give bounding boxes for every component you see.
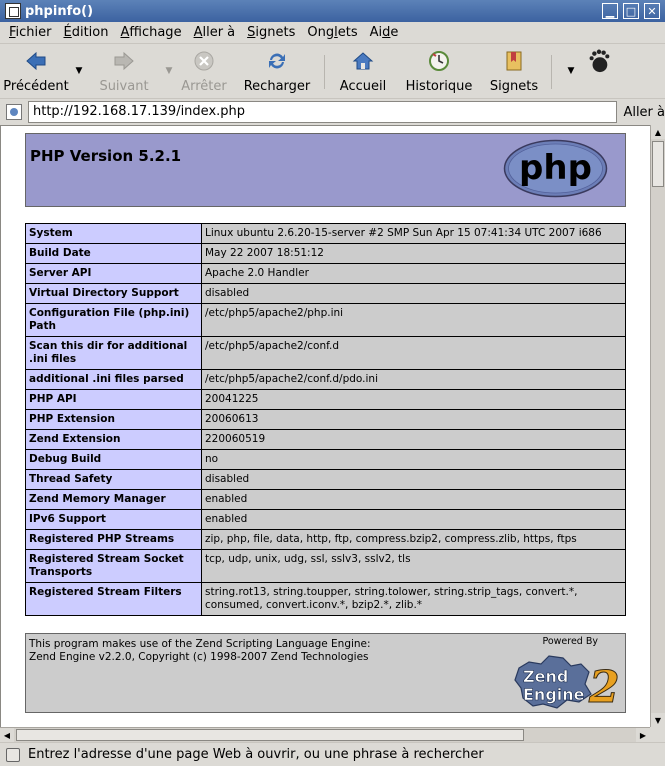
- zend-engine-logo[interactable]: [509, 648, 621, 710]
- zend-logo-number: 2: [589, 662, 620, 710]
- row-value: enabled: [202, 510, 626, 530]
- table-row: [26, 284, 626, 304]
- row-value: /etc/php5/apache2/php.ini: [202, 304, 626, 337]
- table-row: [26, 337, 626, 370]
- history-clock-icon: [427, 49, 451, 73]
- scroll-up-arrow-icon[interactable]: ▲: [651, 125, 665, 139]
- row-key: Zend Extension: [26, 430, 202, 450]
- table-row: [26, 530, 626, 550]
- row-key: Registered Stream Filters: [26, 583, 202, 616]
- menu-item-6[interactable]: Aide: [369, 25, 399, 40]
- row-key: System: [26, 224, 202, 244]
- powered-by-label: Powered By: [542, 636, 598, 647]
- php-info-table: [25, 223, 626, 616]
- row-key: Thread Safety: [26, 470, 202, 490]
- close-button[interactable]: ✕: [644, 3, 660, 19]
- table-row: [26, 244, 626, 264]
- scrollbar-corner: [650, 727, 665, 742]
- row-key: Registered Stream Socket Transports: [26, 550, 202, 583]
- php-version-header: [25, 133, 626, 207]
- row-key: PHP API: [26, 390, 202, 410]
- row-value: /etc/php5/apache2/conf.d/pdo.ini: [202, 370, 626, 390]
- gnome-foot-icon: [587, 49, 611, 73]
- gnome-foot-logo[interactable]: [582, 45, 616, 97]
- row-key: Registered PHP Streams: [26, 530, 202, 550]
- back-history-dropdown[interactable]: ▼: [75, 66, 83, 76]
- menu-item-0[interactable]: Fichier: [9, 25, 52, 40]
- menu-item-5[interactable]: Onglets: [307, 25, 358, 40]
- row-key: PHP Extension: [26, 410, 202, 430]
- bookmark-icon: [502, 49, 526, 73]
- row-value: tcp, udp, unix, udg, ssl, sslv3, sslv2, tls: [202, 550, 626, 583]
- horizontal-scroll-thumb[interactable]: [16, 729, 524, 741]
- page-favicon-icon[interactable]: [6, 104, 22, 120]
- menu-item-1[interactable]: Édition: [63, 25, 109, 40]
- row-value: Apache 2.0 Handler: [202, 264, 626, 284]
- home-icon: [351, 49, 375, 73]
- forward-button[interactable]: Suivant: [86, 45, 162, 97]
- page-title: PHP Version 5.2.1: [30, 147, 182, 165]
- reload-button[interactable]: Recharger: [238, 45, 316, 97]
- table-row: [26, 370, 626, 390]
- status-text: Entrez l'adresse d'une page Web à ouvrir, ou une phrase à rechercher: [28, 747, 484, 762]
- row-value: 20041225: [202, 390, 626, 410]
- home-button[interactable]: Accueil: [333, 45, 393, 97]
- bookmarks-button[interactable]: Signets: [481, 45, 547, 97]
- history-button[interactable]: Historique: [397, 45, 481, 97]
- location-bar: [0, 100, 665, 124]
- php-logo[interactable]: [503, 139, 608, 198]
- menu-item-3[interactable]: Aller à: [193, 25, 236, 40]
- security-lock-icon[interactable]: [6, 748, 20, 762]
- table-row: [26, 304, 626, 337]
- zend-usage-line: This program makes use of the Zend Scripting Language Engine:: [29, 638, 371, 650]
- zend-engine-box: [25, 633, 626, 713]
- zend-copyright-line: Zend Engine v2.2.0, Copyright (c) 1998-2007 Zend Technologies: [29, 651, 369, 663]
- menu-item-4[interactable]: Signets: [247, 25, 296, 40]
- row-key: Configuration File (php.ini) Path: [26, 304, 202, 337]
- table-row: [26, 224, 626, 244]
- horizontal-scrollbar[interactable]: [0, 727, 650, 742]
- toolbar-separator: [324, 55, 325, 89]
- toolbar-overflow-dropdown[interactable]: ▼: [567, 66, 575, 76]
- menu-item-2[interactable]: Affichage: [120, 25, 182, 40]
- table-row: [26, 510, 626, 530]
- table-row: [26, 550, 626, 583]
- table-row: [26, 470, 626, 490]
- maximize-button[interactable]: □: [623, 3, 639, 19]
- row-key: Debug Build: [26, 450, 202, 470]
- table-row: [26, 450, 626, 470]
- row-key: Server API: [26, 264, 202, 284]
- table-row: [26, 583, 626, 616]
- back-arrow-icon: [24, 49, 48, 73]
- status-bar: [0, 742, 665, 766]
- forward-arrow-icon: [112, 49, 136, 73]
- row-key: Zend Memory Manager: [26, 490, 202, 510]
- row-value: 20060613: [202, 410, 626, 430]
- table-row: [26, 390, 626, 410]
- forward-history-dropdown[interactable]: ▼: [165, 66, 173, 76]
- row-value: enabled: [202, 490, 626, 510]
- row-value: /etc/php5/apache2/conf.d: [202, 337, 626, 370]
- vertical-scrollbar[interactable]: [650, 125, 665, 727]
- back-button[interactable]: Précédent: [0, 45, 72, 97]
- table-row: [26, 430, 626, 450]
- stop-icon: [192, 49, 216, 73]
- row-key: additional .ini files parsed: [26, 370, 202, 390]
- menu-bar: [0, 22, 665, 44]
- php-logo-text: php: [519, 148, 592, 188]
- row-value: disabled: [202, 470, 626, 490]
- row-value: 220060519: [202, 430, 626, 450]
- app-icon[interactable]: [5, 3, 21, 19]
- scroll-right-arrow-icon[interactable]: ▶: [636, 728, 650, 742]
- window-titlebar[interactable]: [0, 0, 665, 22]
- row-value: string.rot13, string.toupper, string.tolower, string.strip_tags, convert.*, consumed, convert.iconv.*, bzip2.*, zlib.*: [202, 583, 626, 616]
- stop-button[interactable]: Arrêter: [176, 45, 232, 97]
- page-content[interactable]: [0, 125, 650, 727]
- reload-icon: [265, 49, 289, 73]
- row-key: Scan this dir for additional .ini files: [26, 337, 202, 370]
- row-value: disabled: [202, 284, 626, 304]
- vertical-scroll-thumb[interactable]: [652, 141, 664, 187]
- navigation-toolbar: [0, 45, 665, 99]
- row-key: Virtual Directory Support: [26, 284, 202, 304]
- row-value: no: [202, 450, 626, 470]
- row-value: Linux ubuntu 2.6.20-15-server #2 SMP Sun Apr 15 07:41:34 UTC 2007 i686: [202, 224, 626, 244]
- engine-logo-word: Engine: [523, 685, 585, 704]
- scroll-down-arrow-icon[interactable]: ▼: [651, 713, 665, 727]
- toolbar-separator: [551, 55, 552, 89]
- minimize-button[interactable]: ▁: [602, 3, 618, 19]
- window-title: phpinfo(): [25, 3, 94, 19]
- row-key: Build Date: [26, 244, 202, 264]
- zend-logo-word: Zend: [523, 667, 569, 686]
- zend-engine-text: [29, 638, 371, 664]
- table-row: [26, 264, 626, 284]
- go-button[interactable]: Aller à: [623, 104, 665, 120]
- table-row: [26, 410, 626, 430]
- scroll-left-arrow-icon[interactable]: ◀: [0, 728, 14, 742]
- row-value: May 22 2007 18:51:12: [202, 244, 626, 264]
- url-input[interactable]: http://192.168.17.139/index.php: [28, 101, 617, 123]
- table-row: [26, 490, 626, 510]
- row-key: IPv6 Support: [26, 510, 202, 530]
- row-value: zip, php, file, data, http, ftp, compress.bzip2, compress.zlib, https, ftps: [202, 530, 626, 550]
